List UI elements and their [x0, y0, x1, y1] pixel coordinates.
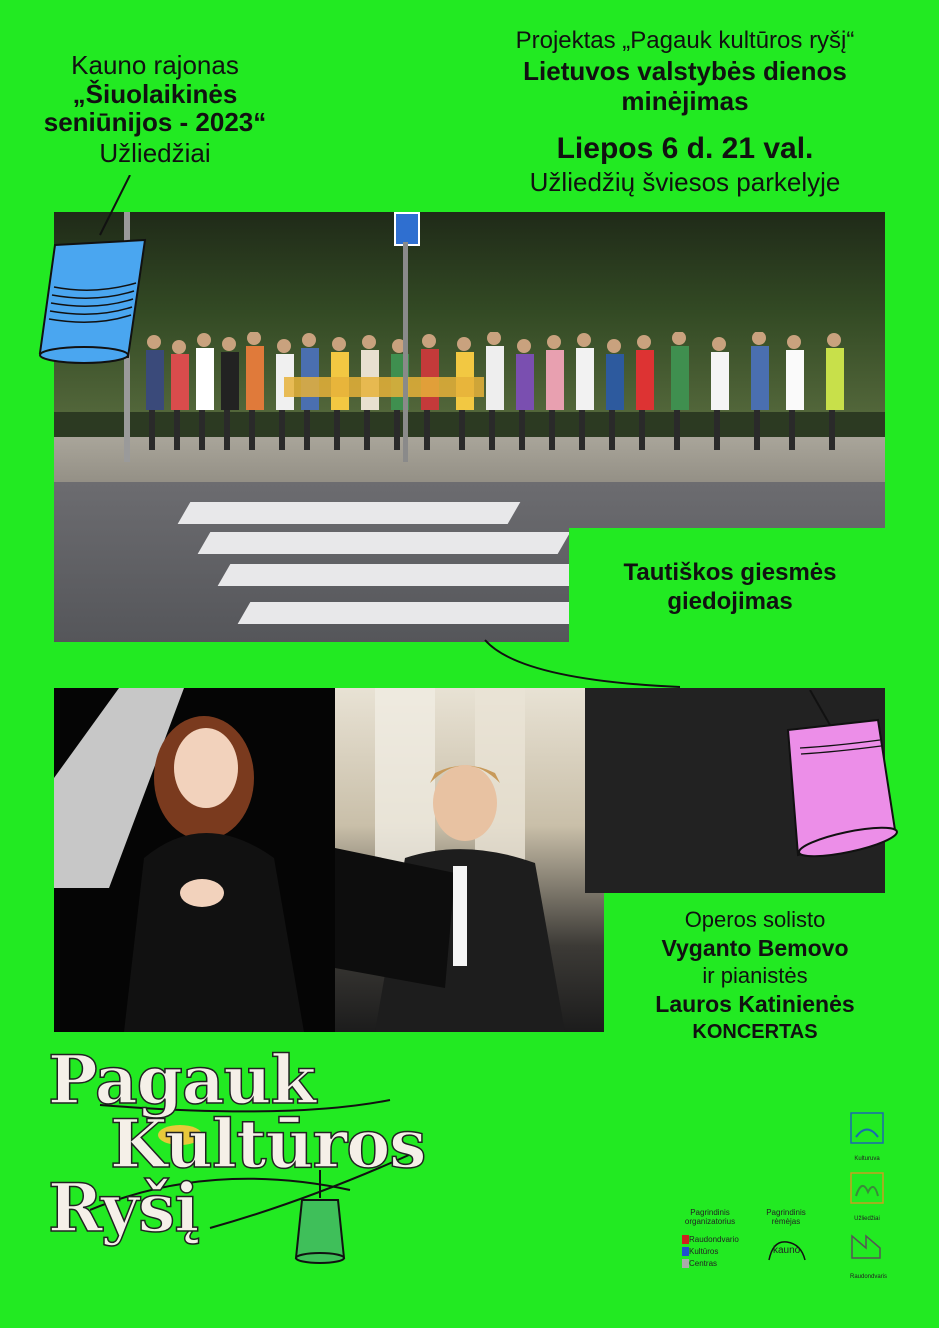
kaunas-logo: [765, 1236, 809, 1266]
logo-uzliedziai: [850, 1172, 884, 1224]
village-name: Užliedžiai: [99, 138, 211, 168]
organizer-label: Pagrindinis organizatorius: [684, 1208, 736, 1226]
event1-caption: [575, 558, 885, 616]
supporter-label: Pagrindinis rėmėjas: [766, 1208, 806, 1226]
award-title-line1: „Šiuolaikinės: [72, 79, 238, 109]
award-title-line2: seniūnijos - 2023“: [43, 107, 267, 137]
event2-line5: KONCERTAS: [692, 1021, 818, 1043]
pianist-photo: [54, 688, 335, 1032]
performers-photo: [54, 688, 604, 1032]
raudondvaris-caption: Raudondvaris: [850, 1274, 888, 1280]
crosswalk-stripe: [218, 564, 611, 586]
uzliedziai-caption: Užliedžiai: [854, 1216, 880, 1222]
pink-cup-icon: [770, 690, 910, 880]
uzliedziai-logo-icon: [850, 1172, 884, 1210]
green-cup-icon: [290, 1170, 360, 1270]
raudondvaris-logo-icon: [850, 1230, 884, 1268]
header-left: [40, 50, 270, 170]
event2-caption: [620, 906, 890, 1046]
event-title-line2: minėjimas: [621, 86, 749, 116]
sign-pole: [403, 242, 408, 462]
logo-raudondvaris: [850, 1230, 888, 1282]
event2-line2: Vyganto Bemovo: [661, 935, 849, 961]
event2-line3: ir pianistės: [702, 963, 808, 988]
kaunas-logo-text: kauno: [773, 1245, 801, 1256]
brand-word1: Pagauk: [48, 1041, 316, 1119]
district-label: Kauno rajonas: [71, 50, 239, 80]
kulturuva-logo-icon: [850, 1112, 884, 1150]
brand-logo: [48, 1041, 426, 1247]
logo-kulturuva: [850, 1112, 884, 1164]
pianist-figure: [54, 688, 335, 1032]
blue-cup-icon: [20, 175, 150, 395]
crosswalk-sign: [394, 212, 420, 246]
organizer-name-3: Centras: [689, 1259, 718, 1268]
event2-line4: Lauros Katinienės: [655, 991, 855, 1017]
event2-line1: Operos solisto: [684, 907, 826, 932]
project-label: Projektas „Pagauk kultūros ryšį“: [515, 27, 855, 54]
event1-line1: Tautiškos giesmės: [623, 559, 837, 586]
kulturuva-caption: Kulturuva: [854, 1156, 880, 1162]
brand-word2: Kultūros: [110, 1105, 426, 1183]
organizer-name-2: Kultūros: [689, 1247, 719, 1256]
opera-singer-figure: [335, 688, 604, 1032]
organizer-logo: [682, 1234, 739, 1270]
event-place: Užliedžių šviesos parkelyje: [529, 167, 841, 197]
event-date: Liepos 6 d. 21 val.: [556, 132, 814, 165]
brand-word3: Ryšį: [48, 1169, 199, 1247]
organizer-name-1: Raudondvario: [689, 1235, 739, 1244]
string-line: [480, 635, 700, 695]
event1-line2: giedojimas: [667, 588, 793, 615]
event-title-line1: Lietuvos valstybės dienos: [523, 56, 847, 86]
opera-singer-photo: [335, 688, 604, 1032]
header-right: [470, 26, 900, 198]
